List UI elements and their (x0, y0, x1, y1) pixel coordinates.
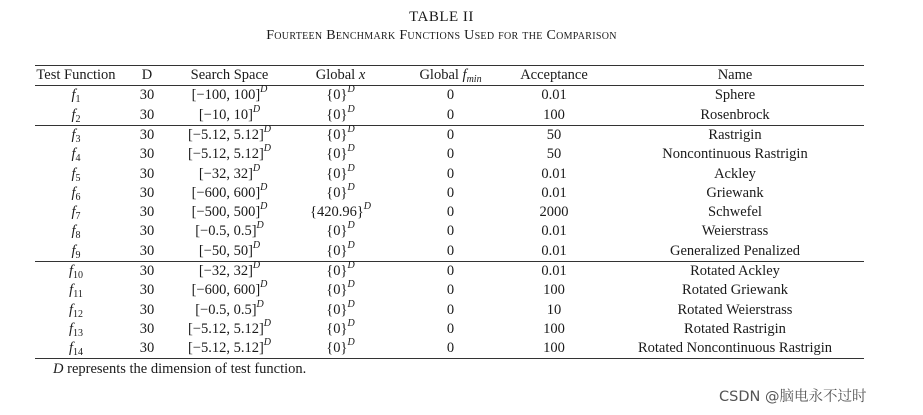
dimension-superscript: D (260, 84, 268, 96)
table-row (35, 125, 864, 145)
cell-test-function (35, 145, 117, 164)
footnote-var: D (53, 361, 64, 377)
cell-global-fmin: 0 (446, 223, 455, 240)
cell-acceptance: 0.01 (541, 223, 567, 240)
cell-d: 30 (139, 204, 155, 221)
dimension-superscript: D (347, 220, 355, 232)
function-index: 4 (75, 153, 81, 165)
cell-global-fmin: 0 (446, 242, 455, 259)
search-space-value: [−10, 10] (198, 106, 253, 123)
cell-d: 30 (139, 301, 155, 318)
cell-name: Weierstrass (701, 223, 769, 240)
cell-search-space (177, 339, 282, 359)
cell-test-function (35, 86, 117, 106)
footnote (53, 361, 306, 378)
table-row (35, 241, 864, 261)
cell-name: Rotated Griewank (682, 282, 788, 299)
table-row (35, 339, 864, 359)
search-space-value: [−5.12, 5.12] (187, 320, 264, 337)
dimension-superscript: D (347, 260, 355, 272)
dimension-superscript: D (347, 84, 355, 96)
cell-test-function (35, 183, 117, 202)
cell-global-x (282, 145, 399, 164)
table-row (35, 183, 864, 202)
cell-d: 30 (139, 126, 155, 143)
search-space-value: [−32, 32] (198, 165, 253, 182)
table-row (35, 300, 864, 319)
cell-global-x (282, 261, 399, 281)
cell-global-x (282, 300, 399, 319)
global-x-value: {0} (326, 87, 348, 104)
cell-acceptance: 0.01 (541, 165, 567, 182)
cell-global-x (282, 164, 399, 183)
table-row (35, 86, 864, 106)
function-index: 7 (75, 211, 81, 223)
cell-acceptance: 100 (543, 320, 565, 337)
cell-global-fmin: 0 (446, 282, 455, 299)
dimension-superscript: D (260, 201, 268, 213)
cell-d: 30 (139, 320, 155, 337)
cell-acceptance: 0.01 (541, 184, 567, 201)
cell-search-space (177, 145, 282, 164)
dimension-superscript: D (260, 181, 268, 193)
search-space-value: [−0.5, 0.5] (195, 223, 257, 240)
cell-global-fmin: 0 (446, 146, 455, 163)
header-global-f-var: f (462, 67, 467, 83)
function-index: 1 (75, 94, 81, 106)
cell-name: Griewank (706, 184, 764, 201)
cell-acceptance: 100 (543, 106, 565, 123)
function-index: 2 (75, 113, 81, 125)
cell-global-x (282, 105, 399, 125)
global-x-value: {0} (326, 223, 348, 240)
global-x-value: {0} (326, 320, 348, 337)
dimension-superscript: D (263, 337, 272, 349)
cell-global-x (282, 281, 399, 300)
cell-name: Ackley (714, 165, 756, 182)
cell-global-fmin: 0 (446, 165, 455, 182)
table-row (35, 145, 864, 164)
group-unimodal (35, 86, 864, 126)
cell-acceptance: 2000 (539, 204, 569, 221)
function-symbol: f (69, 282, 74, 299)
cell-global-fmin: 0 (446, 106, 455, 123)
cell-global-fmin: 0 (446, 184, 455, 201)
cell-global-fmin: 0 (446, 263, 455, 280)
global-x-value: {0} (326, 301, 348, 318)
group-multimodal (35, 125, 864, 261)
cell-search-space (177, 261, 282, 281)
dimension-superscript: D (252, 239, 261, 251)
cell-test-function (35, 203, 117, 222)
search-space-value: [−50, 50] (198, 242, 253, 259)
table-row (35, 203, 864, 222)
header-global-fmin (399, 66, 502, 86)
function-index: 13 (73, 327, 84, 339)
cell-acceptance: 100 (543, 340, 565, 357)
watermark: CSDN @脑电永不过时 (719, 389, 867, 405)
function-index: 5 (75, 172, 81, 184)
global-x-value: {0} (326, 340, 348, 357)
cell-search-space (177, 317, 282, 339)
function-symbol: f (71, 223, 76, 240)
cell-test-function (35, 261, 117, 281)
dimension-superscript: D (263, 317, 272, 329)
cell-test-function (35, 164, 117, 183)
search-space-value: [−0.5, 0.5] (195, 301, 257, 318)
cell-search-space (177, 300, 282, 319)
function-symbol: f (71, 204, 76, 221)
group-rotated (35, 261, 864, 358)
function-index: 12 (73, 308, 84, 320)
cell-d: 30 (139, 146, 155, 163)
cell-test-function (35, 281, 117, 300)
table-header (35, 66, 864, 86)
cell-name: Rotated Weierstrass (677, 301, 793, 318)
dimension-superscript: D (347, 103, 355, 115)
function-index: 8 (75, 230, 81, 242)
cell-name: Rastrigin (708, 126, 762, 143)
search-space-value: [−500, 500] (191, 204, 261, 221)
cell-name: Schwefel (708, 204, 762, 221)
header-global-x-prefix: Global (315, 67, 359, 83)
table-title: TABLE II (409, 9, 474, 25)
function-symbol: f (68, 263, 74, 280)
cell-acceptance: 10 (546, 301, 562, 318)
cell-name: Generalized Penalized (669, 242, 801, 259)
global-x-value: {420.96} (309, 204, 364, 221)
dimension-superscript: D (256, 298, 264, 310)
dimension-superscript: D (347, 181, 355, 193)
header-search-space: Search Space (190, 67, 269, 83)
table-row (35, 320, 864, 339)
cell-name: Rotated Ackley (690, 263, 780, 280)
cell-test-function (35, 222, 117, 241)
cell-global-x (282, 222, 399, 241)
global-x-value: {0} (326, 165, 348, 182)
cell-test-function (35, 105, 117, 125)
search-space-value: [−600, 600] (191, 282, 261, 299)
dimension-superscript: D (252, 162, 261, 174)
cell-global-fmin: 0 (446, 301, 455, 318)
cell-search-space (177, 222, 282, 241)
function-symbol: f (68, 320, 74, 337)
function-index: 3 (75, 133, 81, 145)
cell-test-function (35, 320, 117, 339)
cell-acceptance: 50 (546, 146, 562, 163)
dimension-superscript: D (263, 143, 272, 155)
function-index: 11 (73, 289, 83, 301)
dimension-superscript: D (363, 201, 372, 213)
table-row (35, 164, 864, 183)
header-global-x (282, 66, 399, 86)
search-space-value: [−600, 600] (191, 184, 261, 201)
function-symbol: f (71, 106, 76, 123)
footnote-text: represents the dimension of test function. (63, 361, 307, 377)
cell-global-x (282, 241, 399, 261)
function-symbol: f (71, 184, 76, 201)
global-x-value: {0} (326, 282, 348, 299)
function-index: 6 (75, 191, 81, 203)
cell-global-x (282, 183, 399, 202)
cell-global-fmin: 0 (446, 320, 455, 337)
table-row (35, 222, 864, 241)
header-global-f-prefix: Global (419, 67, 463, 83)
cell-name: Rosenbrock (700, 106, 770, 123)
cell-d: 30 (139, 87, 155, 104)
dimension-superscript: D (347, 337, 355, 349)
dimension-superscript: D (263, 123, 272, 135)
global-x-value: {0} (326, 106, 348, 123)
dimension-superscript: D (347, 162, 355, 174)
search-space-value: [−5.12, 5.12] (187, 126, 264, 143)
dimension-superscript: D (347, 239, 355, 251)
function-symbol: f (71, 242, 76, 259)
cell-search-space (177, 281, 282, 300)
global-x-value: {0} (326, 263, 348, 280)
search-space-value: [−100, 100] (191, 87, 261, 104)
function-index: 10 (73, 270, 84, 282)
cell-global-fmin: 0 (446, 126, 455, 143)
cell-search-space (177, 125, 282, 145)
header-global-f-sub: min (466, 74, 482, 85)
table-row (35, 105, 864, 125)
cell-global-x (282, 125, 399, 145)
dimension-superscript: D (347, 298, 355, 310)
global-x-value: {0} (326, 242, 348, 259)
cell-d: 30 (139, 263, 155, 280)
function-symbol: f (71, 146, 76, 163)
cell-global-x (282, 86, 399, 106)
cell-search-space (177, 164, 282, 183)
header-d: D (141, 67, 153, 83)
header-global-x-var: x (358, 67, 366, 83)
header-name: Name (717, 67, 753, 83)
dimension-superscript: D (347, 123, 355, 135)
cell-d: 30 (139, 106, 155, 123)
cell-global-x (282, 339, 399, 359)
cell-global-x (282, 203, 399, 222)
header-test-function: Test Function (36, 67, 116, 83)
cell-test-function (35, 300, 117, 319)
cell-d: 30 (139, 165, 155, 182)
cell-search-space (177, 183, 282, 202)
cell-acceptance: 100 (543, 282, 565, 299)
function-index: 14 (73, 347, 84, 359)
cell-test-function (35, 125, 117, 145)
cell-acceptance: 0.01 (541, 263, 567, 280)
function-index: 9 (75, 249, 81, 261)
cell-global-fmin: 0 (446, 204, 455, 221)
table-subtitle: Fourteen Benchmark Functions Used for the Comparison (266, 28, 617, 43)
function-symbol: f (71, 126, 76, 143)
header-acceptance: Acceptance (520, 67, 588, 83)
dimension-superscript: D (256, 220, 264, 232)
table-row (35, 261, 864, 281)
global-x-value: {0} (326, 126, 348, 143)
cell-acceptance: 0.01 (541, 242, 567, 259)
search-space-value: [−5.12, 5.12] (187, 146, 264, 163)
cell-acceptance: 0.01 (541, 87, 567, 104)
cell-name: Rotated Noncontinuous Rastrigin (637, 340, 833, 357)
search-space-value: [−32, 32] (198, 263, 253, 280)
function-symbol: f (71, 87, 76, 104)
function-symbol: f (68, 340, 74, 357)
cell-d: 30 (139, 223, 155, 240)
dimension-superscript: D (347, 143, 355, 155)
table-row (35, 281, 864, 300)
cell-search-space (177, 203, 282, 222)
benchmark-table (35, 65, 864, 359)
dimension-superscript: D (347, 279, 355, 291)
cell-d: 30 (139, 184, 155, 201)
dimension-superscript: D (252, 103, 261, 115)
cell-test-function (35, 339, 117, 359)
global-x-value: {0} (326, 146, 348, 163)
cell-name: Sphere (714, 87, 756, 104)
cell-d: 30 (139, 282, 155, 299)
dimension-superscript: D (347, 317, 355, 329)
cell-acceptance: 50 (546, 126, 562, 143)
cell-global-fmin: 0 (446, 87, 455, 104)
header-row (35, 66, 864, 86)
function-symbol: f (71, 165, 76, 182)
cell-global-fmin: 0 (446, 340, 455, 357)
function-symbol: f (68, 301, 74, 318)
cell-search-space (177, 241, 282, 261)
dimension-superscript: D (260, 279, 268, 291)
cell-search-space (177, 105, 282, 125)
dimension-superscript: D (252, 260, 261, 272)
cell-test-function (35, 241, 117, 261)
cell-name: Noncontinuous Rastrigin (662, 146, 808, 163)
cell-global-x (282, 317, 399, 339)
cell-name: Rotated Rastrigin (684, 320, 786, 337)
cell-d: 30 (139, 242, 155, 259)
cell-d: 30 (139, 340, 155, 357)
global-x-value: {0} (326, 184, 348, 201)
cell-search-space (177, 86, 282, 106)
search-space-value: [−5.12, 5.12] (187, 340, 264, 357)
